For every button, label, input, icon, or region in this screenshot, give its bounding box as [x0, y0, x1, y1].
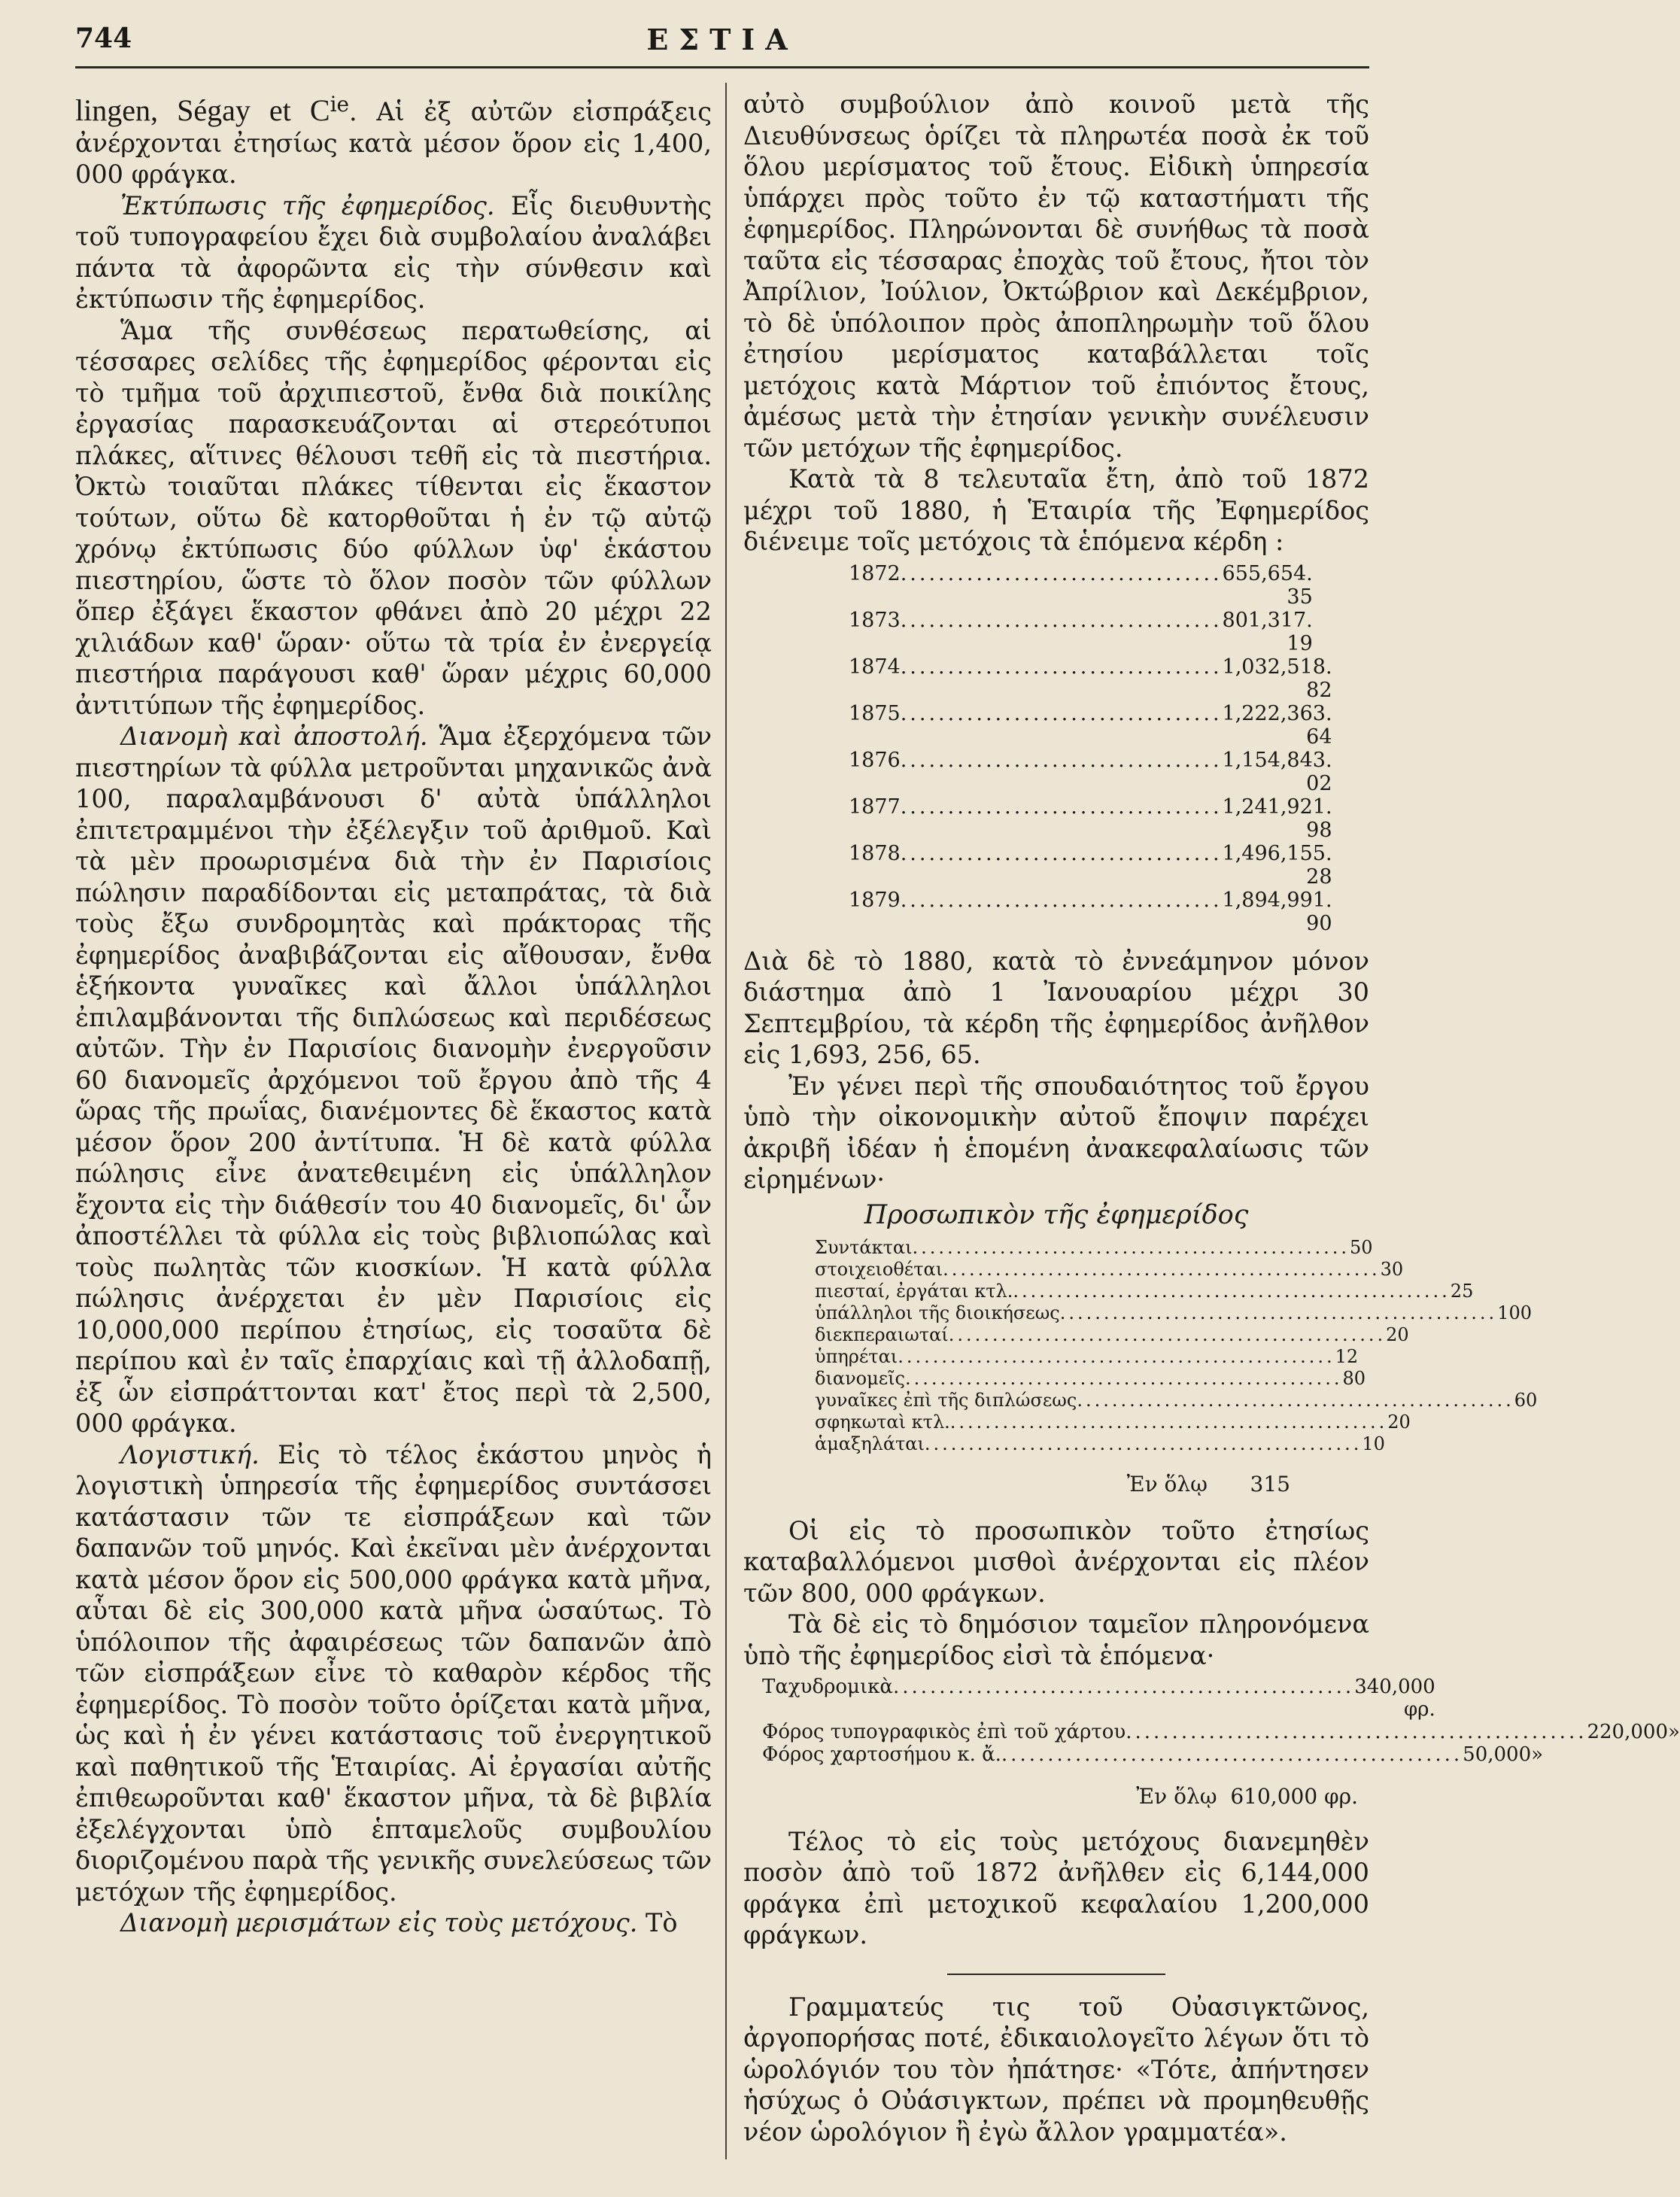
- staff-count: 30: [1380, 1259, 1404, 1280]
- tax-total-value: 610,000 φρ.: [1230, 1784, 1358, 1809]
- staff-role: ὑπηρέται: [815, 1346, 898, 1367]
- tax-amount: 220,000: [1587, 1721, 1668, 1743]
- staff-count: 100: [1497, 1302, 1532, 1323]
- profit-year: 1873: [849, 608, 901, 632]
- paragraph-text: Ἅμα ἐξερχόμενα τῶν πιεστηρίων τὰ φύλλα μετροῦνται μηχανικῶς ἀνὰ 100, παραλαμβάνουσι δ' αὐτὰ ὑπάλληλοι ἐπιτετραμμένοι τὴν ἐξέλεγξιν τοῦ ἀριθμοῦ. Καὶ τὰ μὲν προωρισμένα διὰ τὴν ἐν Παρισίοις πώλησιν παραδίδονται εἰς μεταπράτας, τὰ διὰ τοὺς ἔξω συνδρομητὰς καὶ πράκτορας τῆς ἐφημερίδος ἀναβιβάζονται εἰς αἴθουσαν, ἔνθα ἑξήκοντα γυναῖκες καὶ ἄλλοι ὑπάλληλοι ἐπιλαμβάνονται τῆς διπλώσεως καὶ περιδέσεως αὐτῶν. Τὴν ἐν Παρισίοις διανομὴν ἐνεργοῦσιν 60 διανομεῖς ἀρχόμενοι τοῦ ἔργου ἀπὸ τῆς 4 ὥρας τῆς πρωΐας, διανέμοντες δὲ ἕκαστος κατὰ μέσον ὅρον 200 ἀντίτυπα. Ἡ δὲ κατὰ φύλλα πώλησις εἶνε ἀνατεθειμένη εἰς ὑπάλληλον ἔχοντα εἰς τὴν διάθεσίν του 40 διανομεῖς, δι' ὧν ἀποστέλλει τὰ φύλλα εἰς τοὺς βιβλιοπώλας καὶ τοὺς πωλητὰς τῶν κιοσκίων. Ἡ κατὰ φύλλα πώλησις ἀνέρχεται ἐν μὲν Παρισίοις εἰς 10,000,000 περίπου ἐτησίως, εἰς τοσαῦτα δὲ περίπου καὶ ἐν ταῖς ἐπαρχίαις καὶ τῇ ἀλλοδαπῇ, ἐξ ὧν εἰσπράττονται κατ' ἔτος περὶ τὰ 2,500, 000 φράγκα.: [75, 722, 712, 1439]
- staff-row: [815, 1259, 1404, 1281]
- profits-table: [849, 561, 1332, 935]
- staff-role: γυναῖκες ἐπὶ τῆς διπλώσεως: [815, 1390, 1077, 1411]
- paragraph: [75, 1907, 712, 1939]
- staff-row: [815, 1433, 1385, 1455]
- leader-dots: ..................................: [900, 608, 1223, 632]
- paragraph: Διὰ δὲ τὸ 1880, κατὰ τὸ ἐννεάμηνον μόνον διάστημα ἀπὸ 1 Ἰανουαρίου μέχρι 30 Σεπτεμβρίου, τὰ κέρδη τῆς ἐφημερίδος ἀνῆλθον εἰς 1,693, 256, 65.: [743, 946, 1369, 1069]
- paragraph: Κατὰ τὰ 8 τελευταῖα ἔτη, ἀπὸ τοῦ 1872 μέχρι τοῦ 1880, ἡ Ἑταιρία τῆς Ἐφημερίδος διένειμε τοῖς μετόχοις τὰ ἑπόμενα κέρδη :: [743, 464, 1369, 556]
- paragraph-text: Τὸ: [637, 1908, 678, 1938]
- leader-dots: ..................................................: [1001, 1743, 1463, 1766]
- profit-amount: 655,654. 35: [1222, 561, 1313, 609]
- paragraph: Γραμματεύς τις τοῦ Οὐασιγκτῶνος, ἀργοπορήσας ποτέ, ἐδικαιολογεῖτο λέγων ὅτι τὸ ὡρολόγιόν του τὸν ἠπάτησε· «Τότε, ἀπήντησεν ἡσύχως ὁ Οὐάσιγκτων, πρέπει νὰ προμηθευθῇς νέον ὡρολόγιον ἢ ἐγὼ ἄλλον γραμματέα».: [743, 1992, 1369, 2147]
- section-head: Ἐκτύπωσις τῆς ἐφημερίδος.: [120, 190, 495, 220]
- staff-table-title: Προσωπικὸν τῆς ἐφημερίδος: [864, 1199, 1249, 1230]
- tax-row: [762, 1743, 1544, 1766]
- staff-role: ἁμαξηλάται: [815, 1433, 925, 1454]
- staff-row: [815, 1346, 1359, 1368]
- staff-role: διεκπεραιωταί: [815, 1324, 949, 1345]
- profit-row: [849, 701, 1332, 749]
- leader-dots: ..................................................: [912, 1237, 1350, 1258]
- profit-amount: 1,032,518. 82: [1222, 655, 1332, 702]
- leader-dots: ..................................: [900, 888, 1223, 912]
- paragraph: [75, 1439, 712, 1908]
- staff-role: Συντάκται: [815, 1237, 913, 1258]
- leader-dots: ..................................: [900, 655, 1223, 679]
- leader-dots: ..................................................: [949, 1411, 1388, 1433]
- latin-company-name: lingen, Ségay et C: [75, 93, 330, 128]
- profit-row: [849, 608, 1313, 655]
- profit-amount: 1,496,155. 28: [1222, 841, 1332, 889]
- paragraph: [75, 190, 712, 315]
- profit-amount: 1,222,363. 64: [1222, 701, 1332, 749]
- section-head: Λογιστική.: [120, 1439, 260, 1469]
- tax-total-row: [743, 1781, 1358, 1813]
- staff-role: πιεσταί, ἐργάται κτλ.: [815, 1281, 1013, 1302]
- profit-amount: 801,317. 19: [1222, 608, 1313, 655]
- staff-table: [815, 1237, 1538, 1455]
- staff-role: στοιχειοθέται: [815, 1259, 943, 1280]
- profit-year: 1872: [849, 561, 901, 585]
- staff-role: σφηκωταὶ κτλ.: [815, 1411, 950, 1433]
- leader-dots: ..................................................: [948, 1324, 1387, 1345]
- tax-name: Φόρος χαρτοσήμου κ. ἄ.: [762, 1743, 1001, 1766]
- leader-dots: ..................................................: [1013, 1281, 1451, 1302]
- staff-count: 20: [1387, 1411, 1411, 1433]
- page-number: 744: [75, 23, 132, 54]
- profit-amount: 1,894,991. 90: [1222, 888, 1332, 935]
- leader-dots: ..................................................: [1059, 1302, 1498, 1323]
- staff-row: [815, 1324, 1409, 1346]
- tax-row: [762, 1676, 1435, 1721]
- paragraph-text: Εἷς διευθυντὴς τοῦ τυπογραφείου ἔχει διὰ συμβολαίου ἀναλάβει πάντα τὰ ἀφορῶντα εἰς τὴν σύνθεσιν καὶ ἐκτύπωσιν τῆς ἐφημερίδος.: [75, 190, 712, 315]
- staff-count: 80: [1342, 1368, 1366, 1389]
- staff-row: [815, 1237, 1373, 1259]
- paragraph: Ἐν γένει περὶ τῆς σπουδαιότητος τοῦ ἔργου ὑπὸ τὴν οἰκονομικὴν αὐτοῦ ἔποψιν παρέχει ἀκριβῆ ἰδέαν ἡ ἑπομένη ἀνακεφαλαίωσις τῶν εἰρημένων·: [743, 1071, 1369, 1194]
- page-header: [75, 23, 1369, 60]
- profit-year: 1874: [849, 655, 901, 679]
- running-head: ΕΣΤΙΑ: [646, 23, 798, 56]
- staff-total-value: 315: [1250, 1472, 1290, 1497]
- staff-total-row: [743, 1469, 1290, 1500]
- profit-year: 1876: [849, 748, 901, 772]
- paragraph: αὐτὸ συμβούλιον ἀπὸ κοινοῦ μετὰ τῆς Διευθύνσεως ὁρίζει τὰ πληρωτέα ποσὰ ἐκ τοῦ ὅλου μερίσματος τοῦ ἔτους. Εἰδικὴ ὑπηρεσία ὑπάρχει πρὸς τοῦτο ἐν τῷ καταστήματι τῆς ἐφημερίδος. Πληρώνονται δὲ συνήθως τὰ ποσὰ ταῦτα εἰς τέσσαρας ἐποχὰς τοῦ ἔτους, ἤτοι τὸν Ἀπρίλιον, Ἰούλιον, Ὀκτώβριον καὶ Δεκέμβριον, τὸ δὲ ὑπόλοιπον πρὸς ἀποπληρωμὴν τοῦ ὅλου ἐτησίου μερίσματος καταβάλλεται τοῖς μετόχοις κατὰ Μάρτιον τοῦ ἐπιόντος ἔτους, ἀμέσως μετὰ τὴν ἐτησίαν γενικὴν συνέλευσιν τῶν μετόχων τῆς ἐφημερίδος.: [743, 90, 1369, 463]
- leader-dots: ..................................: [900, 561, 1223, 585]
- staff-row: [815, 1281, 1474, 1302]
- staff-count: 50: [1349, 1237, 1373, 1258]
- tax-name: Ταχυδρομικὰ: [762, 1676, 893, 1698]
- paragraph: Τὰ δὲ εἰς τὸ δημόσιον ταμεῖον πληρονόμενα ὑπὸ τῆς ἐφημερίδος εἰσὶ τὰ ἑπόμενα·: [743, 1609, 1369, 1670]
- tax-amount: 340,000 φρ.: [1354, 1676, 1435, 1721]
- staff-count: 25: [1450, 1281, 1474, 1302]
- ditto-mark: »: [1668, 1721, 1680, 1743]
- profit-year: 1875: [849, 701, 901, 725]
- paragraph-text: Εἰς τὸ τέλος ἑκάστου μηνὸς ἡ λογιστικὴ ὑπηρεσία τῆς ἐφημερίδος συντάσσει κατάστασιν τῶν τε εἰσπράξεων καὶ τῶν δαπανῶν τοῦ μηνός. Καὶ ἐκεῖναι μὲν ἀνέρχονται κατὰ μέσον ὅρον εἰς 500,000 φράγκα κατὰ μῆνα, αὗται δὲ εἰς 300,000 κατὰ μῆνα ὡσαύτως. Τὸ ὑπόλοιπον τῆς ἀφαιρέσεως τῶν δαπανῶν ἀπὸ τῶν εἰσπράξεων εἶνε τὸ καθαρὸν κέρδος τῆς ἐφημερίδος. Τὸ ποσὸν τοῦτο ὁρίζεται κατὰ μῆνα, ὡς καὶ ἡ ἐν γένει κατάστασις τοῦ ἐνεργητικοῦ καὶ παθητικοῦ τῆς Ἑταιρίας. Αἱ ἐργασίαι αὐτῆς ἐπιθεωροῦνται καθ' ἕκαστον μῆνα, τὰ δὲ βιβλία ἐξελέγχονται ὑπὸ ἑπταμελοῦς συμβουλίου διοριζομένου παρὰ τῆς γενικῆς συνελεύσεως τῶν μετόχων τῆς ἐφημερίδος.: [75, 1439, 712, 1907]
- leader-dots: ..................................: [900, 701, 1223, 725]
- ditto-mark: »: [1531, 1743, 1544, 1766]
- leader-dots: ..................................................: [892, 1676, 1355, 1698]
- profit-year: 1879: [849, 888, 901, 912]
- leader-dots: ..................................: [900, 841, 1223, 865]
- staff-row: [815, 1302, 1532, 1324]
- staff-count: 20: [1386, 1324, 1409, 1345]
- section-head: Διανομὴ μερισμάτων εἰς τοὺς μετόχους.: [120, 1908, 638, 1938]
- profit-row: [849, 795, 1332, 842]
- profit-row: [849, 561, 1313, 609]
- staff-count: 60: [1514, 1390, 1538, 1411]
- profit-row: [849, 888, 1332, 935]
- profit-amount: 1,154,843. 02: [1222, 748, 1332, 795]
- tax-name: Φόρος τυπογραφικὸς ἐπὶ τοῦ χάρτου: [762, 1721, 1126, 1743]
- superscript: ie: [330, 92, 350, 117]
- staff-row: [815, 1390, 1538, 1411]
- paragraph: Ἅμα τῆς συνθέσεως περατωθείσης, αἱ τέσσαρες σελίδες τῆς ἐφημερίδος φέρονται εἰς τὸ τμῆμα τοῦ ἀρχιπιεστοῦ, ἔνθα διὰ ποικίλης ἐργασίας παρασκευάζονται αἱ στερεότυποι πλάκες, αἵτινες θέλουσι τεθῆ εἰς τὰ πιεστήρια. Ὀκτὼ τοιαῦται πλάκες τίθενται εἰς ἕκαστον τούτων, οὕτω δὲ κατορθοῦται ἡ ἐν τῷ αὐτῷ χρόνῳ ἐκτύπωσις δύο φύλλων ὑφ' ἑκάστου πιεστηρίου, ὥστε τὸ ὅλον ποσὸν τῶν φύλλων ὅπερ ἐξάγει ἕκαστον φθάνει ἀπὸ 20 μέχρι 22 χιλιάδων καθ' ὥραν· οὕτω τὰ τρία ἐν ἐνεργείᾳ πιεστήρια παράγουσι καθ' ὥραν μέχρις 60,000 ἀντιτύπων τῆς ἐφημερίδος.: [75, 315, 712, 720]
- staff-row: [815, 1411, 1411, 1433]
- profit-row: [849, 841, 1332, 889]
- header-rule: [75, 66, 1369, 68]
- staff-count: 10: [1362, 1433, 1385, 1454]
- leader-dots: ..................................................: [924, 1433, 1363, 1454]
- profit-amount: 1,241,921. 98: [1222, 795, 1332, 842]
- staff-role: διανομεῖς: [815, 1368, 905, 1389]
- tax-table: [762, 1676, 1680, 1766]
- leader-dots: ..................................................: [898, 1346, 1335, 1367]
- section-head: Διανομὴ καὶ ἀποστολή.: [120, 722, 428, 752]
- left-column: [75, 89, 712, 1939]
- staff-role: ὑπάλληλοι τῆς διοικήσεως: [815, 1302, 1060, 1323]
- right-column: [743, 89, 1680, 2147]
- column-divider: [725, 83, 727, 2159]
- leader-dots: ..................................................: [943, 1259, 1381, 1280]
- profit-year: 1878: [849, 841, 901, 865]
- paragraph: Οἱ εἰς τὸ προσωπικὸν τοῦτο ἐτησίως καταβαλλόμενοι μισθοὶ ἀνέρχονται εἰς πλέον τῶν 800, 000 φράγκων.: [743, 1515, 1369, 1608]
- paragraph: Τέλος τὸ εἰς τοὺς μετόχους διανεμηθὲν ποσὸν ἀπὸ τοῦ 1872 ἀνῆλθεν εἰς 6,144,000 φράγκα ἐπὶ μετοχικοῦ κεφαλαίου 1,200,000 φράγκων.: [743, 1826, 1369, 1949]
- profit-row: [849, 655, 1332, 702]
- profit-row: [849, 748, 1332, 795]
- tax-amount: 50,000: [1463, 1743, 1532, 1766]
- leader-dots: ..................................................: [1077, 1390, 1514, 1411]
- staff-total-label: Ἐν ὅλῳ: [1126, 1472, 1208, 1497]
- profit-year: 1877: [849, 795, 901, 819]
- leader-dots: ..................................: [900, 795, 1223, 819]
- staff-count: 12: [1335, 1346, 1359, 1367]
- section-rule: [947, 1974, 1165, 1975]
- tax-row: [762, 1721, 1680, 1743]
- paragraph: [75, 721, 712, 1439]
- leader-dots: ..................................................: [905, 1368, 1343, 1389]
- staff-row: [815, 1368, 1366, 1390]
- leader-dots: ..................................................: [1126, 1721, 1587, 1743]
- paragraph-text: . Αἱ ἐξ αὐτῶν εἰσπράξεις ἀνέρχονται ἐτησίως κατὰ μέσον ὅρον εἰς 1,400, 000 φράγκα.: [75, 97, 712, 190]
- tax-total-label: Ἐν ὅλῳ: [1136, 1784, 1217, 1809]
- leader-dots: ..................................: [900, 748, 1223, 772]
- paragraph: [75, 89, 712, 190]
